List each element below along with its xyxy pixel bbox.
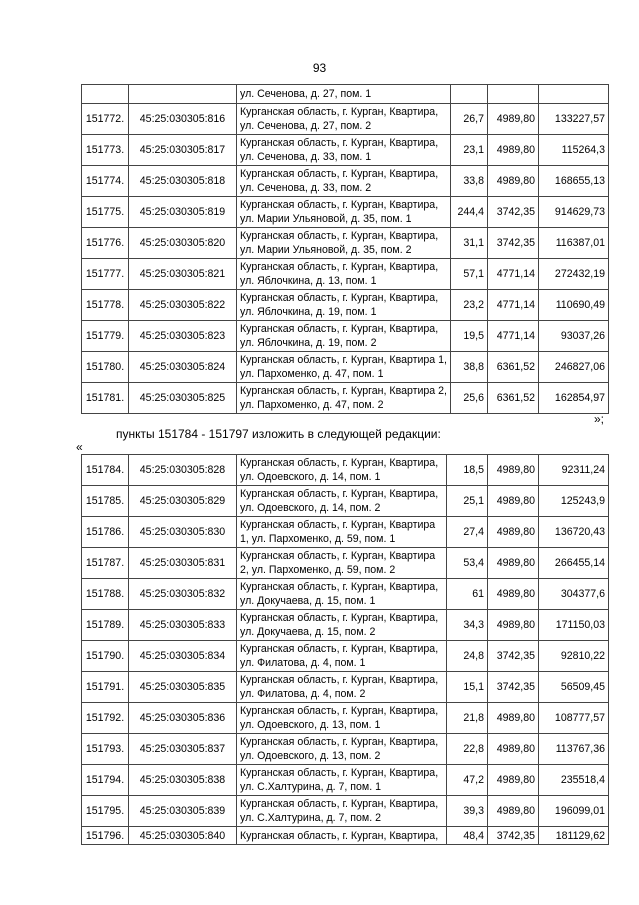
price-cell: 3742,35 (488, 827, 539, 845)
table-row (82, 734, 609, 765)
address-line-1: Курганская область, г. Курган, Квартира (240, 550, 436, 562)
address-line-1: Курганская область, г. Курган, Квартира, (240, 612, 439, 624)
total-cell: 116387,01 (539, 228, 609, 259)
address-line-2: ул. Пархоменко, д. 47, пом. 1 (240, 368, 384, 380)
address-line-2: ул. Сеченова, д. 27, пом. 2 (240, 120, 372, 132)
cadastral-number-cell: 45:25:030305:825 (129, 383, 237, 414)
address-line-1: Курганская область, г. Курган, Квартира (240, 519, 436, 531)
price-cell: 6361,52 (488, 352, 539, 383)
area-cell: 61 (447, 579, 488, 610)
address-cell (237, 228, 451, 259)
total-cell: 235518,4 (539, 765, 609, 796)
registry-table-new (81, 454, 609, 845)
address-cell (237, 104, 451, 135)
address-cell (237, 672, 447, 703)
address-line-1: Курганская область, г. Курган, Квартира, (240, 168, 439, 180)
price-cell: 4771,14 (488, 259, 539, 290)
address-line-2: ул. Филатова, д. 4, пом. 1 (240, 657, 366, 669)
total-cell: 133227,57 (539, 104, 609, 135)
cadastral-number-cell: 45:25:030305:832 (129, 579, 237, 610)
address-cell (237, 352, 451, 383)
area-cell: 24,8 (447, 641, 488, 672)
table-row (82, 290, 609, 321)
table-row (82, 796, 609, 827)
table-row (82, 672, 609, 703)
cadastral-number-cell: 45:25:030305:838 (129, 765, 237, 796)
price-cell: 4989,80 (488, 455, 539, 486)
cadastral-number-cell: 45:25:030305:834 (129, 641, 237, 672)
total-cell: 93037,26 (539, 321, 609, 352)
registry-table-continued (81, 84, 609, 414)
item-number-cell: 151793. (82, 734, 129, 765)
address-line-2: ул. Марии Ульяновой, д. 35, пом. 2 (240, 244, 412, 256)
area-cell: 33,8 (451, 166, 488, 197)
price-cell: 4989,80 (488, 517, 539, 548)
total-cell: 110690,49 (539, 290, 609, 321)
address-cell (237, 734, 447, 765)
cadastral-number-cell: 45:25:030305:837 (129, 734, 237, 765)
area-cell: 25,6 (451, 383, 488, 414)
table-row (82, 703, 609, 734)
total-cell: 113767,36 (539, 734, 609, 765)
address-line-1: Курганская область, г. Курган, Квартира, (240, 230, 439, 242)
item-number-cell: 151773. (82, 135, 129, 166)
address-line-1: Курганская область, г. Курган, Квартира, (240, 674, 439, 686)
item-number-cell: 151774. (82, 166, 129, 197)
address-cell (237, 486, 447, 517)
item-number-cell: 151778. (82, 290, 129, 321)
total-cell: 92810,22 (539, 641, 609, 672)
area-cell: 38,8 (451, 352, 488, 383)
total-cell: 125243,9 (539, 486, 609, 517)
address-line-1: Курганская область, г. Курган, Квартира, (240, 767, 439, 779)
address-cell: ул. Сеченова, д. 27, пом. 1 (237, 85, 451, 104)
address-cell (237, 321, 451, 352)
area-cell: 22,8 (447, 734, 488, 765)
address-line-1: Курганская область, г. Курган, Квартира, (240, 106, 439, 118)
item-number-cell: 151772. (82, 104, 129, 135)
empty-cell (451, 85, 488, 104)
address-cell (237, 703, 447, 734)
address-cell: Курганская область, г. Курган, Квартира, (237, 827, 447, 845)
table-row (82, 135, 609, 166)
cadastral-number-cell: 45:25:030305:829 (129, 486, 237, 517)
price-cell: 4989,80 (488, 579, 539, 610)
address-line-2: ул. Сеченова, д. 33, пом. 2 (240, 182, 372, 194)
area-cell: 31,1 (451, 228, 488, 259)
cadastral-number-cell: 45:25:030305:819 (129, 197, 237, 228)
cadastral-number-cell: 45:25:030305:835 (129, 672, 237, 703)
table-row (82, 104, 609, 135)
address-line-2: ул. Одоевского, д. 14, пом. 1 (240, 471, 381, 483)
address-line-2: ул. Яблочкина, д. 13, пом. 1 (240, 275, 377, 287)
total-cell: 914629,73 (539, 197, 609, 228)
table-row (82, 517, 609, 548)
address-line-2: ул. Марии Ульяновой, д. 35, пом. 1 (240, 213, 412, 225)
price-cell: 4989,80 (488, 104, 539, 135)
total-cell: 272432,19 (539, 259, 609, 290)
address-cell (237, 166, 451, 197)
price-cell: 4989,80 (488, 734, 539, 765)
empty-cell (539, 85, 609, 104)
page-number: 93 (312, 61, 327, 75)
address-cell (237, 610, 447, 641)
item-number-cell: 151776. (82, 228, 129, 259)
price-cell: 4989,80 (488, 166, 539, 197)
address-line-2: ул. Филатова, д. 4, пом. 2 (240, 688, 366, 700)
table-row (82, 166, 609, 197)
address-line-1: Курганская область, г. Курган, Квартира, (240, 798, 439, 810)
address-line-2: 2, ул. Пархоменко, д. 59, пом. 2 (240, 564, 396, 576)
cadastral-number-cell: 45:25:030305:839 (129, 796, 237, 827)
price-cell: 4771,14 (488, 321, 539, 352)
address-line-1: Курганская область, г. Курган, Квартира, (240, 261, 439, 273)
address-line-1: Курганская область, г. Курган, Квартира, (240, 705, 439, 717)
address-cell (237, 796, 447, 827)
cadastral-number-cell: 45:25:030305:836 (129, 703, 237, 734)
price-cell: 3742,35 (488, 197, 539, 228)
address-line-1: Курганская область, г. Курган, Квартира 1, (240, 354, 447, 366)
total-cell: 115264,3 (539, 135, 609, 166)
opening-quote: « (76, 440, 83, 454)
cadastral-number-cell: 45:25:030305:817 (129, 135, 237, 166)
total-cell: 168655,13 (539, 166, 609, 197)
address-line-2: ул. Яблочкина, д. 19, пом. 1 (240, 306, 377, 318)
table-row (82, 197, 609, 228)
address-line-1: Курганская область, г. Курган, Квартира, (240, 323, 439, 335)
total-cell: 266455,14 (539, 548, 609, 579)
price-cell: 4989,80 (488, 135, 539, 166)
cadastral-number-cell: 45:25:030305:833 (129, 610, 237, 641)
price-cell: 6361,52 (488, 383, 539, 414)
address-cell (237, 197, 451, 228)
price-cell: 4989,80 (488, 703, 539, 734)
cadastral-number-cell: 45:25:030305:816 (129, 104, 237, 135)
price-cell: 3742,35 (488, 228, 539, 259)
table-row (82, 486, 609, 517)
cadastral-number-cell: 45:25:030305:831 (129, 548, 237, 579)
table-row (82, 765, 609, 796)
empty-cell (82, 85, 129, 104)
price-cell: 4989,80 (488, 765, 539, 796)
amendment-instruction: пункты 151784 - 151797 изложить в следующей редакции: (116, 427, 441, 441)
area-cell: 15,1 (447, 672, 488, 703)
address-cell (237, 641, 447, 672)
table-row-last (82, 827, 609, 845)
item-number-cell: 151777. (82, 259, 129, 290)
cadastral-number-cell: 45:25:030305:822 (129, 290, 237, 321)
address-cell (237, 383, 451, 414)
area-cell: 47,2 (447, 765, 488, 796)
address-cell (237, 579, 447, 610)
item-number-cell: 151781. (82, 383, 129, 414)
total-cell: 108777,57 (539, 703, 609, 734)
total-cell: 246827,06 (539, 352, 609, 383)
cadastral-number-cell: 45:25:030305:824 (129, 352, 237, 383)
closing-quote: »; (594, 412, 605, 426)
total-cell: 181129,62 (539, 827, 609, 845)
address-line-2: ул. Сеченова, д. 33, пом. 1 (240, 151, 372, 163)
empty-cell (129, 85, 237, 104)
area-cell: 48,4 (447, 827, 488, 845)
address-cell (237, 517, 447, 548)
table-row (82, 259, 609, 290)
price-cell: 3742,35 (488, 672, 539, 703)
table-row (82, 579, 609, 610)
item-number-cell: 151775. (82, 197, 129, 228)
address-line-1: Курганская область, г. Курган, Квартира, (240, 137, 439, 149)
area-cell: 34,3 (447, 610, 488, 641)
item-number-cell: 151779. (82, 321, 129, 352)
table-row (82, 383, 609, 414)
address-line-1: Курганская область, г. Курган, Квартира, (240, 457, 439, 469)
price-cell: 4989,80 (488, 486, 539, 517)
item-number-cell: 151790. (82, 641, 129, 672)
area-cell: 39,3 (447, 796, 488, 827)
address-line-1: Курганская область, г. Курган, Квартира, (240, 643, 439, 655)
table-row-continuation (82, 85, 609, 104)
address-line-1: Курганская область, г. Курган, Квартира, (240, 581, 439, 593)
item-number-cell: 151787. (82, 548, 129, 579)
price-cell: 4989,80 (488, 610, 539, 641)
price-cell: 4989,80 (488, 548, 539, 579)
address-line-1: Курганская область, г. Курган, Квартира, (240, 292, 439, 304)
item-number-cell: 151786. (82, 517, 129, 548)
address-line-2: ул. Докучаева, д. 15, пом. 1 (240, 595, 376, 607)
empty-cell (488, 85, 539, 104)
address-line-2: ул. Одоевского, д. 14, пом. 2 (240, 502, 381, 514)
table-row (82, 228, 609, 259)
address-cell (237, 290, 451, 321)
address-line-2: ул. Одоевского, д. 13, пом. 2 (240, 750, 381, 762)
table-row (82, 548, 609, 579)
address-line-2: ул. С.Халтурина, д. 7, пом. 2 (240, 812, 381, 824)
address-line-1: Курганская область, г. Курган, Квартира, (240, 199, 439, 211)
total-cell: 56509,45 (539, 672, 609, 703)
table-row (82, 352, 609, 383)
address-line-2: ул. Яблочкина, д. 19, пом. 2 (240, 337, 377, 349)
address-line-2: ул. С.Халтурина, д. 7, пом. 1 (240, 781, 381, 793)
address-cell (237, 765, 447, 796)
total-cell: 171150,03 (539, 610, 609, 641)
address-cell (237, 548, 447, 579)
item-number-cell: 151785. (82, 486, 129, 517)
area-cell: 25,1 (447, 486, 488, 517)
cadastral-number-cell: 45:25:030305:830 (129, 517, 237, 548)
address-line-2: ул. Одоевского, д. 13, пом. 1 (240, 719, 381, 731)
price-cell: 4771,14 (488, 290, 539, 321)
cadastral-number-cell: 45:25:030305:823 (129, 321, 237, 352)
item-number-cell: 151794. (82, 765, 129, 796)
item-number-cell: 151789. (82, 610, 129, 641)
area-cell: 27,4 (447, 517, 488, 548)
price-cell: 3742,35 (488, 641, 539, 672)
address-cell (237, 455, 447, 486)
address-cell (237, 135, 451, 166)
cadastral-number-cell: 45:25:030305:820 (129, 228, 237, 259)
address-line-2: ул. Докучаева, д. 15, пом. 2 (240, 626, 376, 638)
table-row (82, 641, 609, 672)
item-number-cell: 151795. (82, 796, 129, 827)
price-cell: 4989,80 (488, 796, 539, 827)
total-cell: 162854,97 (539, 383, 609, 414)
address-line-1: Курганская область, г. Курган, Квартира, (240, 736, 439, 748)
total-cell: 136720,43 (539, 517, 609, 548)
address-cell (237, 259, 451, 290)
area-cell: 23,1 (451, 135, 488, 166)
address-line-1: Курганская область, г. Курган, Квартира, (240, 488, 439, 500)
address-line-1: Курганская область, г. Курган, Квартира 2, (240, 385, 447, 397)
item-number-cell: 151796. (82, 827, 129, 845)
cadastral-number-cell: 45:25:030305:818 (129, 166, 237, 197)
item-number-cell: 151784. (82, 455, 129, 486)
area-cell: 21,8 (447, 703, 488, 734)
table-row (82, 321, 609, 352)
table-row (82, 610, 609, 641)
item-number-cell: 151788. (82, 579, 129, 610)
area-cell: 26,7 (451, 104, 488, 135)
area-cell: 23,2 (451, 290, 488, 321)
area-cell: 53,4 (447, 548, 488, 579)
cadastral-number-cell: 45:25:030305:840 (129, 827, 237, 845)
total-cell: 92311,24 (539, 455, 609, 486)
area-cell: 57,1 (451, 259, 488, 290)
area-cell: 18,5 (447, 455, 488, 486)
total-cell: 196099,01 (539, 796, 609, 827)
cadastral-number-cell: 45:25:030305:821 (129, 259, 237, 290)
item-number-cell: 151792. (82, 703, 129, 734)
table-row (82, 455, 609, 486)
area-cell: 19,5 (451, 321, 488, 352)
total-cell: 304377,6 (539, 579, 609, 610)
address-line-2: 1, ул. Пархоменко, д. 59, пом. 1 (240, 533, 396, 545)
cadastral-number-cell: 45:25:030305:828 (129, 455, 237, 486)
area-cell: 244,4 (451, 197, 488, 228)
item-number-cell: 151780. (82, 352, 129, 383)
address-line-2: ул. Пархоменко, д. 47, пом. 2 (240, 399, 384, 411)
item-number-cell: 151791. (82, 672, 129, 703)
